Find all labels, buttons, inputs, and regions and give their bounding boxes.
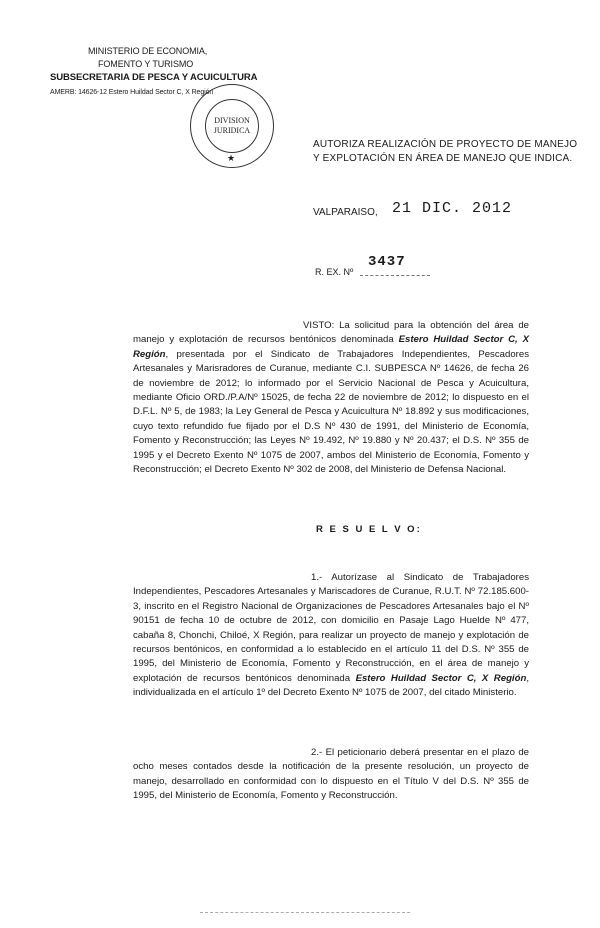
place-label: VALPARAISO, [313, 207, 378, 218]
visto-paragraph [133, 319, 529, 477]
article-2-paragraph [133, 746, 529, 804]
article-1-area-name: Estero Huildad Sector C, X Región [355, 672, 527, 684]
star-icon: ★ [227, 153, 236, 163]
resuelvo-heading: R E S U E L V O: [316, 524, 422, 535]
article-1-text-part2: , individualizada en el artículo 1º del Decreto Exento Nº 1075 de 2007, del citado Ministerio. [133, 672, 529, 699]
visto-text-part1: VISTO: La solicitud para la obtención del área de manejo y explotación de recursos bentónicos denominada [133, 320, 529, 346]
visto-area-name: Estero Huildad Sector C, X Región [133, 334, 529, 360]
resolution-label: R. EX. Nº [315, 267, 354, 277]
article-1-text-part1: 1.- Autorízase al Sindicato de Trabajadores Independientes, Pescadores Artesanales y Mariscadores de Curanue, R.U.T. Nº 72.185.600-3, inscrito en el Registro Nacional de Organizaciones de Pescadores Artesanales bajo el Nº 90151 de fecha 10 de octubre de 2012, con domicilio en Pasaje Lago Huelde Nº 477, cabaña 8, Chonchi, Chiloé, X Región, para realizar un proyecto de manejo y explotación de recursos bentónicos, en conformidad a lo establecido en el artículo 11 del D.S. Nº 355 de 1995, del Ministerio de Economía, Fomento y Reconstrucción, en el área de manejo y explotación de recursos bentónicos denominada [133, 572, 529, 684]
subject-line1: AUTORIZA REALIZACIÓN DE PROYECTO DE MANEJO [313, 139, 578, 150]
article-2-text: 2.- El peticionario deberá presentar en el plazo de ocho meses contados desde la notificación de la presente resolución, un proyecto de manejo, desarrollado en conformidad con lo dispuesto en el Título V del D.S. Nº 355 de 1995, del Ministerio de Economía, Fomento y Reconstrucción. [133, 747, 529, 802]
resolution-date: 21 DIC. 2012 [392, 200, 513, 217]
ministry-name: MINISTERIO DE ECONOMIA, [88, 46, 208, 56]
article-1-paragraph [133, 571, 529, 701]
subsecretaria-name: SUBSECRETARIA DE PESCA Y ACUICULTURA [50, 72, 258, 83]
ministry-subtitle: FOMENTO Y TURISMO [98, 59, 194, 69]
page-footer-marks [200, 912, 410, 913]
subject-line2: Y EXPLOTACIÓN EN ÁREA DE MANEJO QUE INDICA. [313, 153, 573, 164]
stamp-text-line1: DIVISION [214, 116, 250, 125]
amerb-reference: AMERB: 14626-12 Estero Huildad Sector C, X Región [50, 89, 214, 96]
visto-text-part2: , presentada por el Sindicato de Trabajadores Independientes, Pescadores Artesanales y Marisradores de Curanue, mediante C.I. SUBPESCA Nº 14626, de fecha 26 de noviembre de 2012; lo informado por el Servicio Nacional de Pesca y Acuicultura, mediante Oficio ORD./P.A/Nº 15025, de fecha 22 de noviembre de 2012; lo dispuesto en el D.F.L. Nº 5, de 1983; la Ley General de Pesca y Acuicultura Nº 18.892 y sus modificaciones, cuyo texto refundido fue fijado por el D.S Nº 430 de 1991, del Ministerio de Economía, Fomento y Reconstrucción; las Leyes Nº 19.492, Nº 19.880 y Nº 20.437; el D.S. Nº 355 de 1995 y el Decreto Exento Nº 1075 de 2007, ambos del Ministerio de Economía, Fomento y Reconstrucción; el Decreto Exento Nº 302 de 2008, del Ministerio de Defensa Nacional. [133, 348, 529, 476]
number-underline [360, 275, 430, 276]
stamp-text-line2: JURIDICA [213, 126, 251, 135]
division-juridica-stamp [190, 84, 274, 168]
resolution-number: 3437 [368, 254, 406, 270]
